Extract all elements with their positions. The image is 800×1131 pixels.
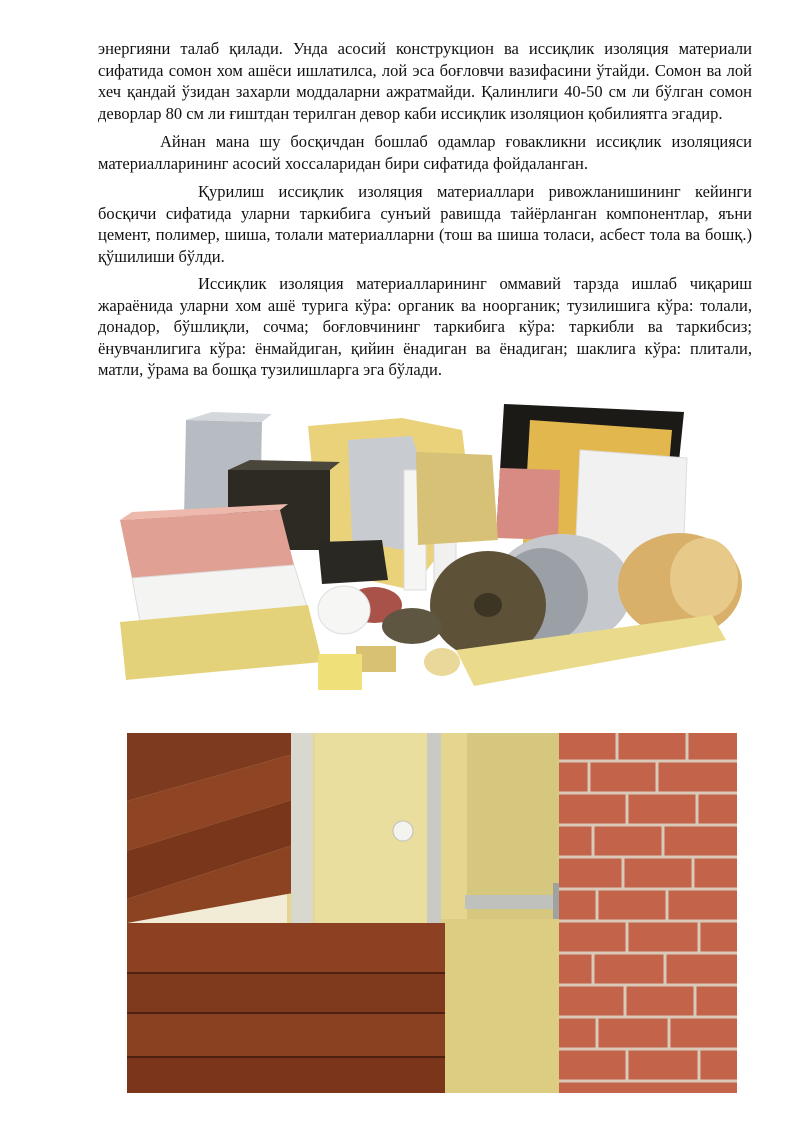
document-body [98, 38, 752, 381]
paragraph-classification: Иссиқлик изоляция материалларининг оммавий тарзда ишлаб чиқариш жараёнида уларни хом ашё турига кўра: органик ва ноорганик; тузилишига кўра: толали, донадор, бўшлиқли, сочма; боғловчининг таркибига кўра: таркибли ва таркибсиз; ёнувчанлигига кўра: ёнмайдиган, қийин ёнадиган ва ёнадиган; шаклига кўра: плитали, матли, ўрама ва бошқа тузилишларга эга бўлади. [98, 274, 752, 379]
paragraph-porosity: Айнан мана шу босқичдан бошлаб одамлар ғовакликни иссиқлик изоляцияси материалларининг асосий хоссаларидан бири сифатида фойдаланган. [98, 132, 752, 173]
insulation-materials-photo [112, 400, 752, 712]
ventilated-facade-photo [127, 733, 737, 1093]
paragraph-development-stage: Қурилиш иссиқлик изоляция материаллари ривожланишининг кейинги босқичи сифатида уларни таркибига сунъий равишда тайёрланган компонентлар, яъни цемент, полимер, шиша, толали материалларни (тош ва шиша толаси, асбест тола ва бошқ.) қўшилиши бўлди. [98, 182, 752, 266]
paragraph-straw-clay: энергияни талаб қилади. Унда асосий конструкцион ва иссиқлик изоляция материали сифатида сомон хом ашёси ишлатилса, лой эса боғловчи вазифасини ўтайди. Сомон ва лой хеч қандай ўзидан захарли моддаларни ажратмайди. Қалинлиги 40-50 см ли бўлган сомон деворлар 80 см ли ғиштдан терилган девор каби иссиқлик изоляцион қобилиятга эгадир. [98, 39, 752, 123]
